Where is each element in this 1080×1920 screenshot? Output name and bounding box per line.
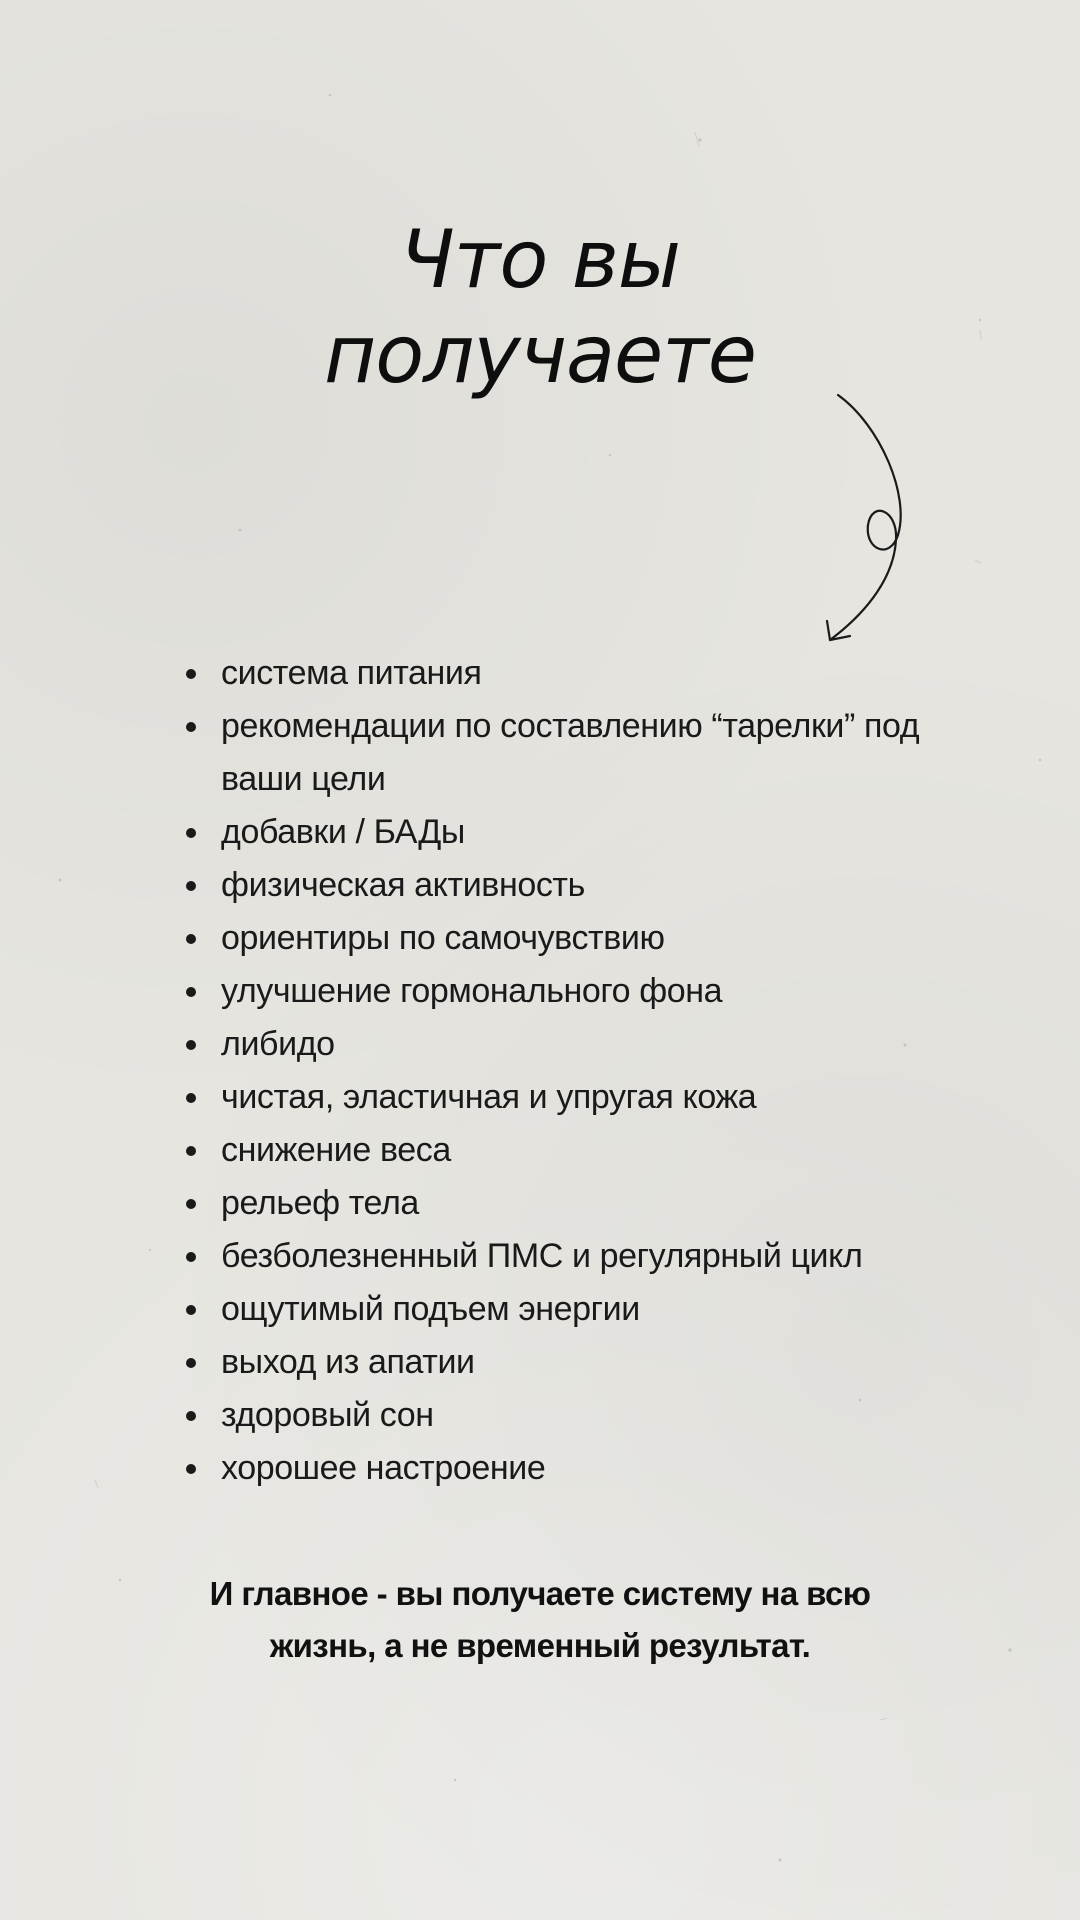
list-item: ориентиры по самочувствию (186, 912, 986, 965)
list-item: улучшение гормонального фона (186, 965, 986, 1018)
page-title (0, 212, 1080, 402)
closing-line-1: И главное - вы получаете систему на всю (209, 1575, 871, 1612)
list-item: физическая активность (186, 859, 986, 912)
list-item: здоровый сон (186, 1389, 986, 1442)
list-item: либидо (186, 1018, 986, 1071)
list-item: снижение веса (186, 1124, 986, 1177)
list-item: чистая, эластичная и упругая кожа (186, 1071, 986, 1124)
closing-statement (0, 1568, 1080, 1672)
benefits-list (186, 647, 986, 1495)
list-item: выход из апатии (186, 1336, 986, 1389)
curly-arrow-down-icon (810, 385, 920, 655)
list-item: рекомендации по составлению “тарелки” под ваши цели (186, 700, 921, 806)
list-item: рельеф тела (186, 1177, 986, 1230)
list-item: добавки / БАДы (186, 806, 986, 859)
closing-line-2: жизнь, а не временный результат. (269, 1627, 811, 1664)
page-title-line-1: Что вы (399, 213, 681, 306)
list-item: ощутимый подъем энергии (186, 1283, 986, 1336)
page-title-line-2: получаете (323, 308, 757, 401)
list-item: безболезненный ПМС и регулярный цикл (186, 1230, 986, 1283)
list-item: система питания (186, 647, 986, 700)
list-item: хорошее настроение (186, 1442, 986, 1495)
